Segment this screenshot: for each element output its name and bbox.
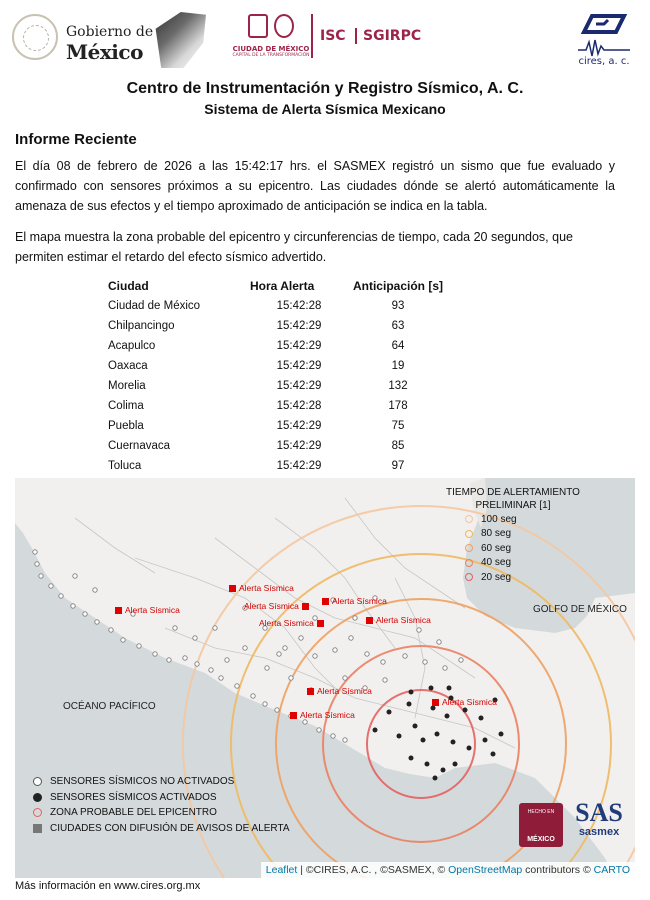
report-paragraph: El día 08 de febrero de 2026 a las 15:42:17 hrs. el SASMEX registró un sismo que fue evaluado y confirmado con sensores próximos a su epicentro. Las ciudades dónde se alertó automáticamente la amenaza de sus efectos y el tiempo aproximado de anticipación se indica en la tabla. [15, 159, 615, 213]
ring-label: 40 seg [481, 557, 512, 569]
cell-seconds: 85 [391, 440, 405, 452]
cell-seconds: 63 [391, 320, 405, 332]
ring-icon [465, 559, 473, 567]
isc-label: ISC [320, 28, 346, 44]
alert-label: Alerta Sísmica [259, 618, 314, 628]
time-legend [433, 486, 593, 585]
alert-label: Alerta Sísmica [125, 605, 180, 615]
cell-time: 15:42:29 [276, 420, 322, 432]
legend-label: SENSORES SÍSMICOS NO ACTIVADOS [50, 776, 235, 788]
footer-info: Más información en www.cires.org.mx [15, 880, 201, 892]
cell-city: Cuernavaca [108, 440, 171, 452]
alert-city-marker[interactable] [366, 615, 431, 625]
cell-seconds: 178 [388, 400, 408, 412]
legend-label: SENSORES SÍSMICOS ACTIVADOS [50, 791, 217, 803]
cell-city: Ciudad de México [108, 300, 201, 312]
ring-label: 100 seg [481, 513, 517, 525]
legend-row [465, 570, 593, 585]
cell-time: 15:42:28 [276, 300, 322, 312]
active-sensor-icon [33, 793, 42, 802]
pacific-label: OCÉANO PACÍFICO [63, 701, 156, 712]
alert-square-icon [322, 598, 329, 605]
alert-label: Alerta Sísmica [239, 583, 294, 593]
cell-city: Puebla [108, 420, 144, 432]
gob-line1: Gobierno de [66, 24, 154, 40]
map-attribution [261, 862, 635, 878]
cdmx-emblem-icon [274, 14, 294, 38]
cell-city: Chilpancingo [108, 320, 175, 332]
col-hora: Hora Alerta [250, 279, 315, 293]
legend-row [33, 774, 290, 790]
osm-link[interactable]: OpenStreetMap [448, 864, 523, 876]
ring-label: 80 seg [481, 528, 512, 540]
cires-seismograph-icon [576, 10, 632, 58]
cell-seconds: 19 [391, 360, 405, 372]
hecho-en-mexico-badge [519, 803, 563, 847]
ring-icon [465, 544, 473, 552]
alert-city-marker[interactable] [307, 686, 372, 696]
alert-square-icon [366, 617, 373, 624]
legend-row [465, 556, 593, 571]
cell-city: Morelia [108, 380, 146, 392]
ring-label: 20 seg [481, 571, 512, 583]
attribution-contrib: contributors © [522, 864, 594, 876]
cell-city: Oaxaca [108, 360, 148, 372]
legend-row [33, 790, 290, 806]
alert-square-icon [317, 620, 324, 627]
alert-label: Alerta Sísmica [300, 710, 355, 720]
cell-city: Acapulco [108, 340, 156, 352]
ring-icon [465, 573, 473, 581]
table-row [108, 416, 448, 436]
table-header-row [108, 276, 448, 296]
cell-time: 15:42:28 [276, 400, 322, 412]
cell-time: 15:42:29 [276, 440, 322, 452]
legend-label: ZONA PROBABLE DEL EPICENTRO [50, 807, 217, 819]
map-description: El mapa muestra la zona probable del epicentro y circunferencias de tiempo, cada 20 segundos, que permiten estimar el retardo del efecto sísmico advertido. [15, 230, 573, 264]
cell-seconds: 64 [391, 340, 405, 352]
cell-time: 15:42:29 [276, 360, 322, 372]
time-legend-title: TIEMPO DE ALERTAMIENTO PRELIMINAR [1] [446, 487, 580, 511]
alert-label: Alerta Sísmica [244, 601, 299, 611]
alert-city-icon [33, 824, 42, 833]
page-title: Centro de Instrumentación y Registro Sísmico, A. C. [126, 80, 524, 97]
alert-city-marker[interactable] [244, 601, 309, 611]
cdmx-line1: CIUDAD DE MÉXICO [232, 45, 310, 53]
attribution-text: | ©CIRES, A.C. , ©SASMEX, © [297, 864, 449, 876]
alert-square-icon [290, 712, 297, 719]
cell-seconds: 132 [388, 380, 408, 392]
flag-icon [150, 12, 206, 68]
alert-city-marker[interactable] [322, 596, 387, 606]
alert-city-marker[interactable] [432, 697, 497, 707]
alert-label: Alerta Sísmica [442, 697, 497, 707]
sasmex-text: sasmex [578, 826, 620, 838]
cires-logo [574, 10, 634, 76]
epicenter-zone-icon [33, 808, 42, 817]
table-row [108, 296, 448, 316]
sasmex-logo [569, 800, 629, 848]
hecho-top: HECHO EN [527, 809, 555, 815]
gobierno-de-mexico-logo [12, 12, 207, 70]
gob-line2: México [66, 40, 143, 64]
cell-city: Toluca [108, 460, 142, 472]
alert-square-icon [115, 607, 122, 614]
cell-seconds: 97 [391, 460, 405, 472]
sas-text: SAS [575, 798, 623, 827]
col-anticipacion: Anticipación [s] [352, 279, 443, 293]
col-ciudad: Ciudad [108, 279, 149, 293]
legend-row [465, 541, 593, 556]
cires-label: cires, a. c. [578, 56, 630, 67]
ring-icon [465, 530, 473, 538]
alert-square-icon [432, 699, 439, 706]
legend-row [465, 512, 593, 527]
cell-seconds: 75 [391, 420, 405, 432]
hecho-bottom: MÉXICO [527, 836, 555, 843]
ring-icon [465, 515, 473, 523]
sgirpc-label: SGIRPC [355, 28, 421, 44]
legend-row [33, 805, 290, 821]
epicenter-map[interactable] [15, 478, 635, 878]
header-divider [311, 14, 313, 58]
table-row [108, 336, 448, 356]
mexico-seal-icon [12, 14, 58, 60]
alert-label: Alerta Sísmica [317, 686, 372, 696]
alert-label: Alerta Sísmica [376, 615, 431, 625]
gulf-label: GOLFO DE MÉXICO [533, 604, 627, 615]
alert-table [108, 276, 448, 476]
table-row [108, 396, 448, 416]
table-row [108, 456, 448, 476]
cell-time: 15:42:29 [276, 380, 322, 392]
table-row [108, 376, 448, 396]
alert-city-marker[interactable] [290, 710, 355, 720]
inactive-sensor-icon [33, 777, 42, 786]
legend-row [33, 821, 290, 837]
cdmx-logo [226, 14, 316, 64]
cell-city: Colima [108, 400, 144, 412]
legend-row [465, 527, 593, 542]
alert-city-marker[interactable] [115, 605, 180, 615]
table-row [108, 436, 448, 456]
alert-square-icon [302, 603, 309, 610]
cell-time: 15:42:29 [276, 460, 322, 472]
legend-label: CIUDADES CON DIFUSIÓN DE AVISOS DE ALERTA [50, 822, 290, 834]
table-row [108, 316, 448, 336]
alert-city-marker[interactable] [229, 583, 294, 593]
sensor-legend [33, 774, 290, 836]
page-subtitle: Sistema de Alerta Sísmica Mexicano [204, 101, 446, 117]
cdmx-line2: CAPITAL DE LA TRANSFORMACIÓN [232, 53, 310, 58]
alert-city-marker[interactable] [259, 618, 324, 628]
alert-label: Alerta Sísmica [332, 596, 387, 606]
section-heading: Informe Reciente [15, 131, 137, 148]
alert-square-icon [307, 688, 314, 695]
cell-time: 15:42:29 [276, 320, 322, 332]
header [0, 0, 650, 78]
cdmx-shield-icon [248, 14, 268, 38]
cell-seconds: 93 [391, 300, 405, 312]
cell-time: 15:42:29 [276, 340, 322, 352]
table-row [108, 356, 448, 376]
carto-link[interactable]: CARTO [593, 864, 630, 876]
alert-square-icon [229, 585, 236, 592]
leaflet-link[interactable]: Leaflet [265, 864, 298, 876]
ring-label: 60 seg [481, 542, 512, 554]
